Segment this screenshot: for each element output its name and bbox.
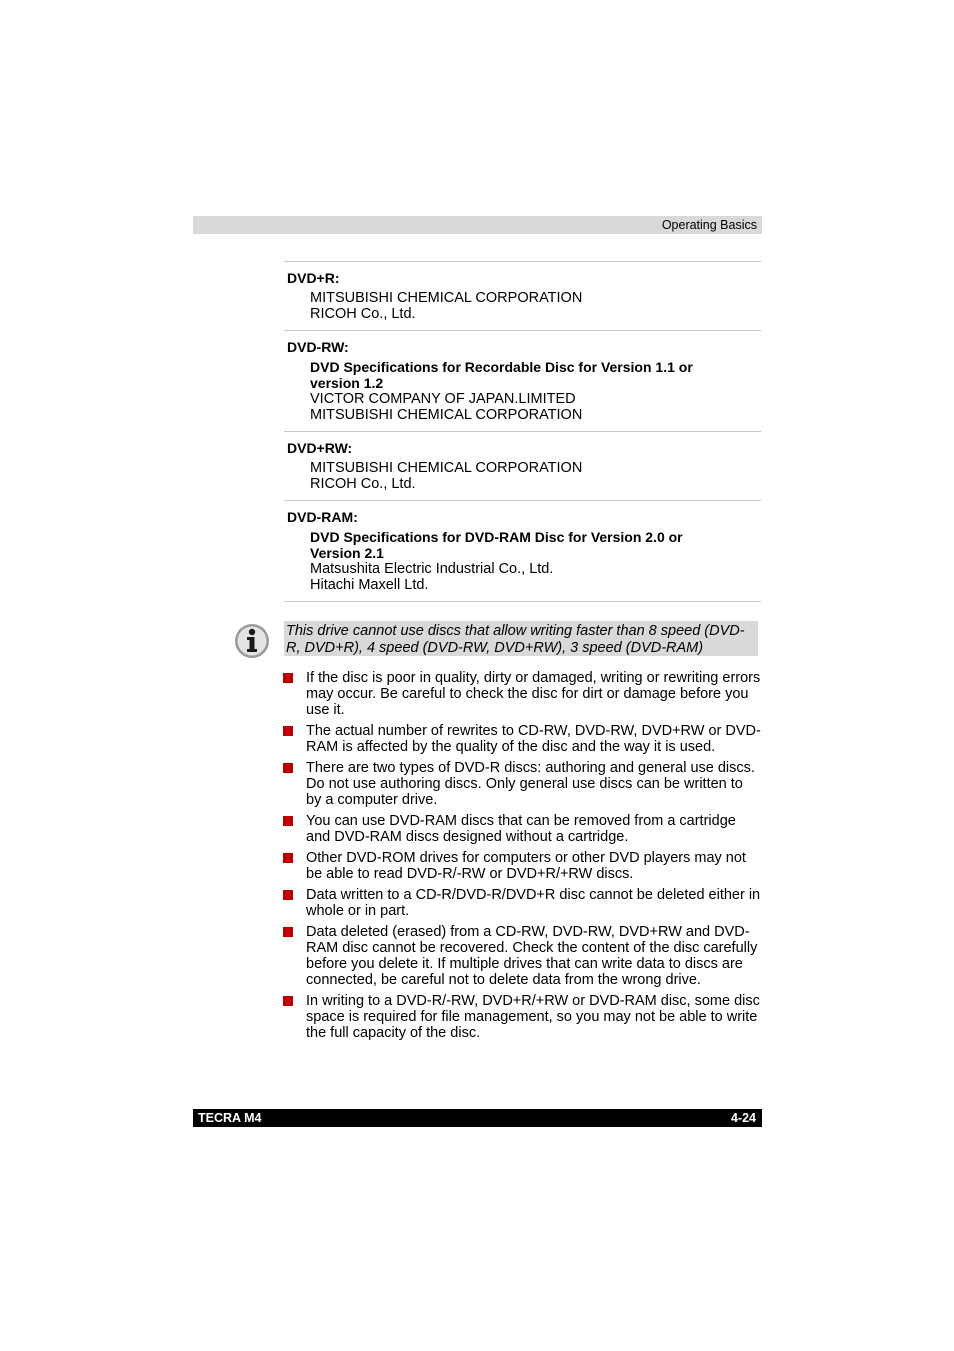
bullet-square-icon bbox=[283, 890, 293, 900]
spec-title: DVD+RW: bbox=[287, 440, 353, 456]
bullet-square-icon bbox=[283, 816, 293, 826]
bullet-square-icon bbox=[283, 726, 293, 736]
list-item: Other DVD-ROM drives for computers or other DVD players may not be able to read DVD-R/-RW or DVD+R/+RW discs. bbox=[283, 850, 761, 882]
list-item: If the disc is poor in quality, dirty or damaged, writing or rewriting errors may occur. Be careful to check the disc for dirt or damage before you use it. bbox=[283, 670, 761, 718]
spec-title: DVD+R: bbox=[287, 270, 340, 286]
list-item: The actual number of rewrites to CD-RW, DVD-RW, DVD+RW or DVD-RAM is affected by the quality of the disc and the way it is used. bbox=[283, 723, 761, 755]
spec-title: DVD-RW: bbox=[287, 339, 349, 355]
product-name: TECRA M4 bbox=[198, 1111, 262, 1125]
bullet-square-icon bbox=[283, 927, 293, 937]
spec-line: Hitachi Maxell Ltd. bbox=[310, 577, 429, 593]
spec-title: DVD-RAM: bbox=[287, 509, 358, 525]
spec-standard-line: DVD Specifications for Recordable Disc for Version 1.1 or bbox=[310, 359, 693, 375]
page-number: 4-24 bbox=[730, 1111, 756, 1125]
bullet-square-icon bbox=[283, 853, 293, 863]
info-icon bbox=[234, 623, 270, 659]
bullet-square-icon bbox=[283, 673, 293, 683]
page-footer bbox=[193, 1109, 762, 1127]
section-title: Operating Basics bbox=[661, 218, 757, 232]
spec-list bbox=[284, 261, 761, 602]
bullet-square-icon bbox=[283, 996, 293, 1006]
list-item: Data deleted (erased) from a CD-RW, DVD-RW, DVD+RW and DVD-RAM disc cannot be recovered. Check the content of the disc carefully before you delete it. If multiple drives that can write data to discs are connected, be careful not to delete data from the wrong drive. bbox=[283, 924, 761, 988]
spec-dvd-plus-r bbox=[284, 261, 761, 330]
spec-line: MITSUBISHI CHEMICAL CORPORATION bbox=[310, 407, 583, 423]
spec-line: MITSUBISHI CHEMICAL CORPORATION bbox=[310, 290, 583, 306]
spec-dvd-rw bbox=[284, 330, 761, 431]
list-item: In writing to a DVD-R/-RW, DVD+R/+RW or DVD-RAM disc, some disc space is required for file management, so you may not be able to write the full capacity of the disc. bbox=[283, 993, 761, 1041]
spec-line: RICOH Co., Ltd. bbox=[310, 306, 416, 322]
spec-dvd-plus-rw bbox=[284, 431, 761, 500]
spec-dvd-ram bbox=[284, 500, 761, 602]
spec-line: RICOH Co., Ltd. bbox=[310, 476, 416, 492]
bullet-list bbox=[283, 670, 761, 1046]
spec-line: Matsushita Electric Industrial Co., Ltd. bbox=[310, 561, 554, 577]
bullet-square-icon bbox=[283, 763, 293, 773]
spec-standard-line: version 1.2 bbox=[310, 375, 384, 391]
note-box: This drive cannot use discs that allow writing faster than 8 speed (DVD-R, DVD+R), 4 speed (DVD-RW, DVD+RW), 3 speed (DVD-RAM) bbox=[284, 621, 758, 656]
list-item: You can use DVD-RAM discs that can be removed from a cartridge and DVD-RAM discs designed without a cartridge. bbox=[283, 813, 761, 845]
spec-standard-line: DVD Specifications for DVD-RAM Disc for Version 2.0 or bbox=[310, 529, 683, 545]
list-item: Data written to a CD-R/DVD-R/DVD+R disc cannot be deleted either in whole or in part. bbox=[283, 887, 761, 919]
spec-standard-line: Version 2.1 bbox=[310, 545, 384, 561]
page-header bbox=[193, 216, 762, 234]
spec-line: MITSUBISHI CHEMICAL CORPORATION bbox=[310, 460, 583, 476]
spec-line: VICTOR COMPANY OF JAPAN.LIMITED bbox=[310, 391, 576, 407]
list-item: There are two types of DVD-R discs: authoring and general use discs. Do not use authoring discs. Only general use discs can be written to by a computer drive. bbox=[283, 760, 761, 808]
